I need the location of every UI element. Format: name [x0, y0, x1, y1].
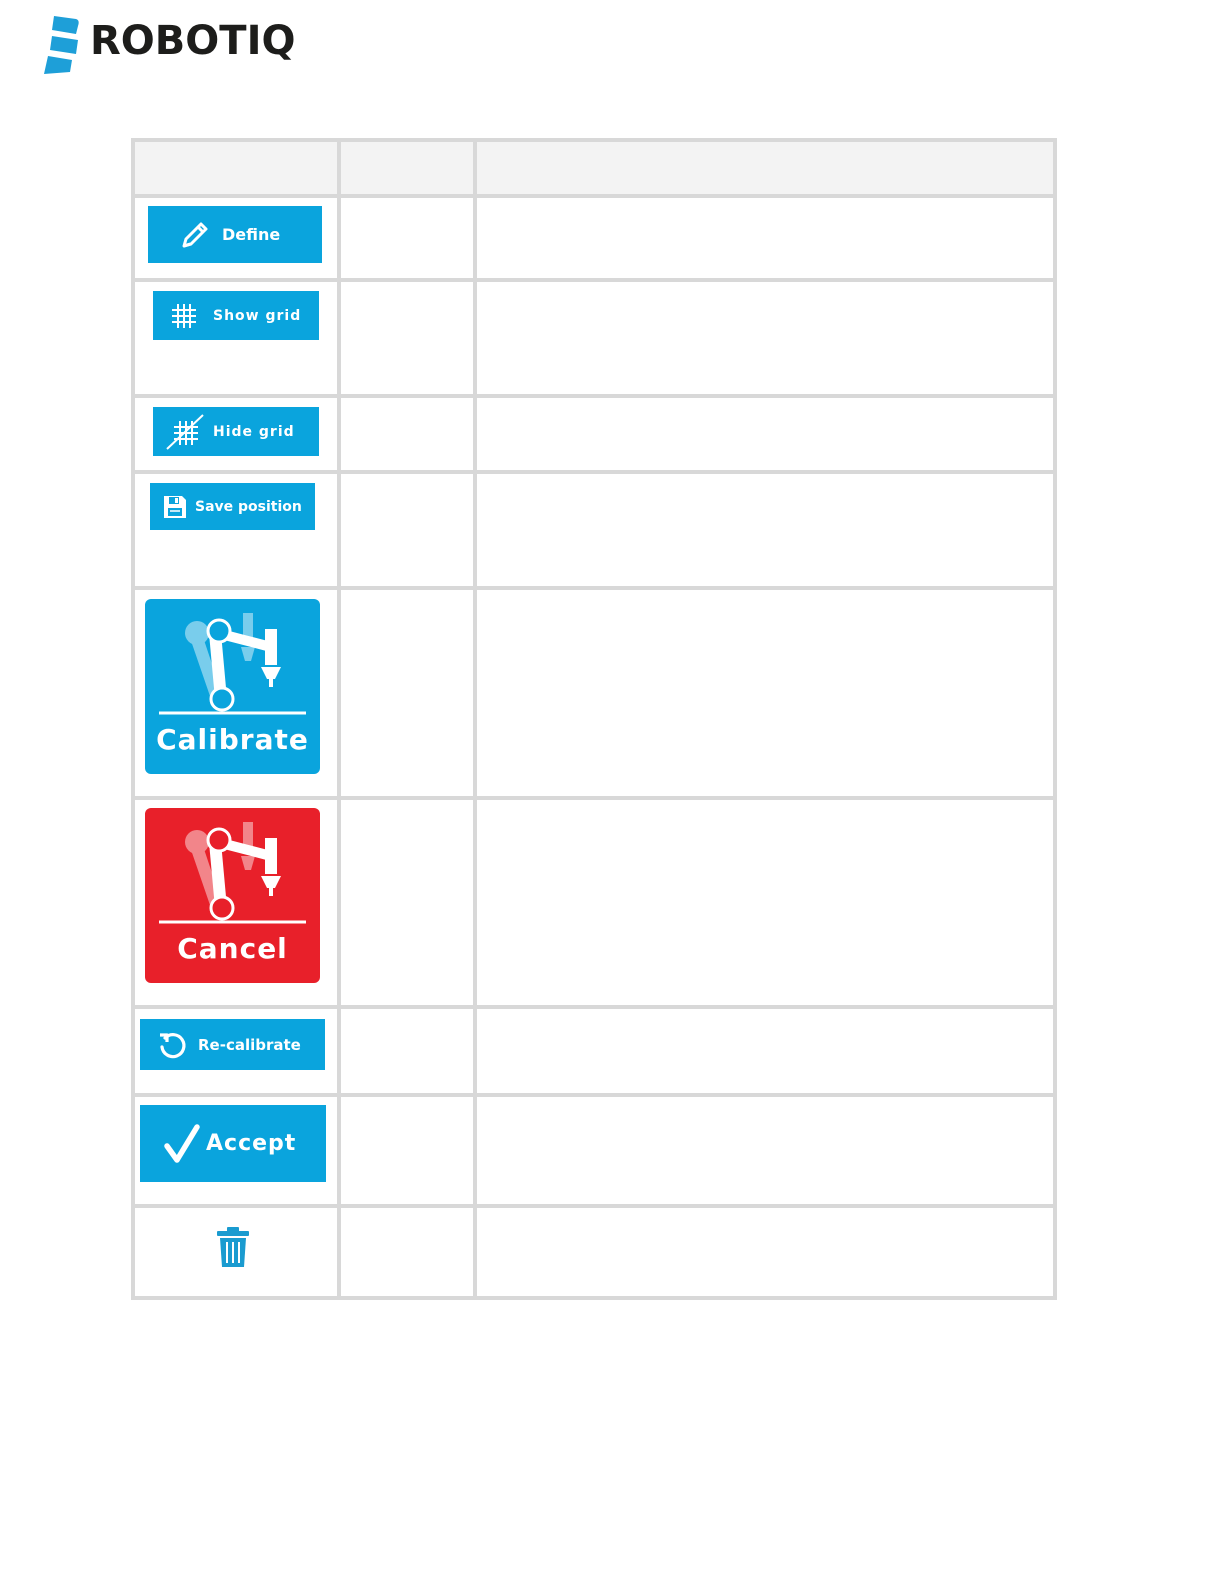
cancel-label: Cancel	[177, 932, 288, 965]
table-cell	[475, 1206, 1055, 1298]
calibrate-button[interactable]	[145, 599, 320, 774]
table-row	[133, 798, 1055, 1007]
table-row	[133, 472, 1055, 588]
button-cell	[133, 472, 339, 588]
table-cell	[339, 196, 475, 280]
table-row	[133, 196, 1055, 280]
robot-arm-icon	[145, 808, 320, 933]
trash-icon[interactable]	[216, 1226, 250, 1268]
recalibrate-button[interactable]	[140, 1019, 325, 1070]
table-cell	[475, 1095, 1055, 1206]
button-cell	[133, 798, 339, 1007]
table-cell	[475, 472, 1055, 588]
table-cell	[339, 472, 475, 588]
table-cell	[339, 1095, 475, 1206]
table-cell	[339, 1206, 475, 1298]
define-label: Define	[222, 225, 281, 244]
grid-off-icon	[165, 413, 205, 451]
button-cell	[133, 588, 339, 798]
save-position-button[interactable]	[150, 483, 315, 530]
button-cell	[133, 396, 339, 472]
checkmark-icon	[164, 1124, 200, 1164]
hide-grid-label: Hide grid	[213, 423, 295, 440]
table-cell	[475, 588, 1055, 798]
accept-button[interactable]	[140, 1105, 326, 1182]
cancel-button[interactable]	[145, 808, 320, 983]
save-position-label: Save position	[195, 498, 302, 515]
table-cell	[339, 798, 475, 1007]
recalibrate-label: Re-calibrate	[198, 1035, 301, 1054]
robotiq-logo	[40, 12, 295, 76]
table-cell	[339, 396, 475, 472]
buttons-table	[131, 138, 1057, 1300]
pencil-icon	[178, 218, 212, 252]
header-cell	[133, 140, 339, 196]
grid-icon	[171, 303, 197, 329]
robotiq-logo-mark-icon	[40, 12, 90, 76]
table-cell	[339, 588, 475, 798]
table-row	[133, 396, 1055, 472]
table-cell	[339, 1007, 475, 1095]
table-row	[133, 1206, 1055, 1298]
table-cell	[475, 280, 1055, 396]
refresh-icon	[156, 1029, 188, 1061]
button-cell	[133, 1007, 339, 1095]
table-cell	[475, 396, 1055, 472]
define-button[interactable]	[148, 206, 322, 263]
table-row	[133, 1095, 1055, 1206]
table-cell	[475, 1007, 1055, 1095]
button-cell	[133, 196, 339, 280]
table-header-row	[133, 140, 1055, 196]
header-cell	[475, 140, 1055, 196]
table-row	[133, 280, 1055, 396]
calibrate-label: Calibrate	[156, 723, 309, 756]
show-grid-button[interactable]	[153, 291, 319, 340]
button-cell	[133, 1095, 339, 1206]
robot-arm-icon	[145, 599, 320, 724]
table-cell	[475, 798, 1055, 1007]
table-cell	[475, 196, 1055, 280]
show-grid-label: Show grid	[213, 307, 302, 324]
button-cell	[133, 280, 339, 396]
brand-name: ROBOTIQ	[90, 18, 296, 64]
floppy-disk-icon	[162, 494, 188, 520]
accept-label: Accept	[206, 1131, 297, 1156]
table-row	[133, 588, 1055, 798]
header-cell	[339, 140, 475, 196]
table-cell	[339, 280, 475, 396]
table-row	[133, 1007, 1055, 1095]
button-cell	[133, 1206, 339, 1298]
hide-grid-button[interactable]	[153, 407, 319, 456]
